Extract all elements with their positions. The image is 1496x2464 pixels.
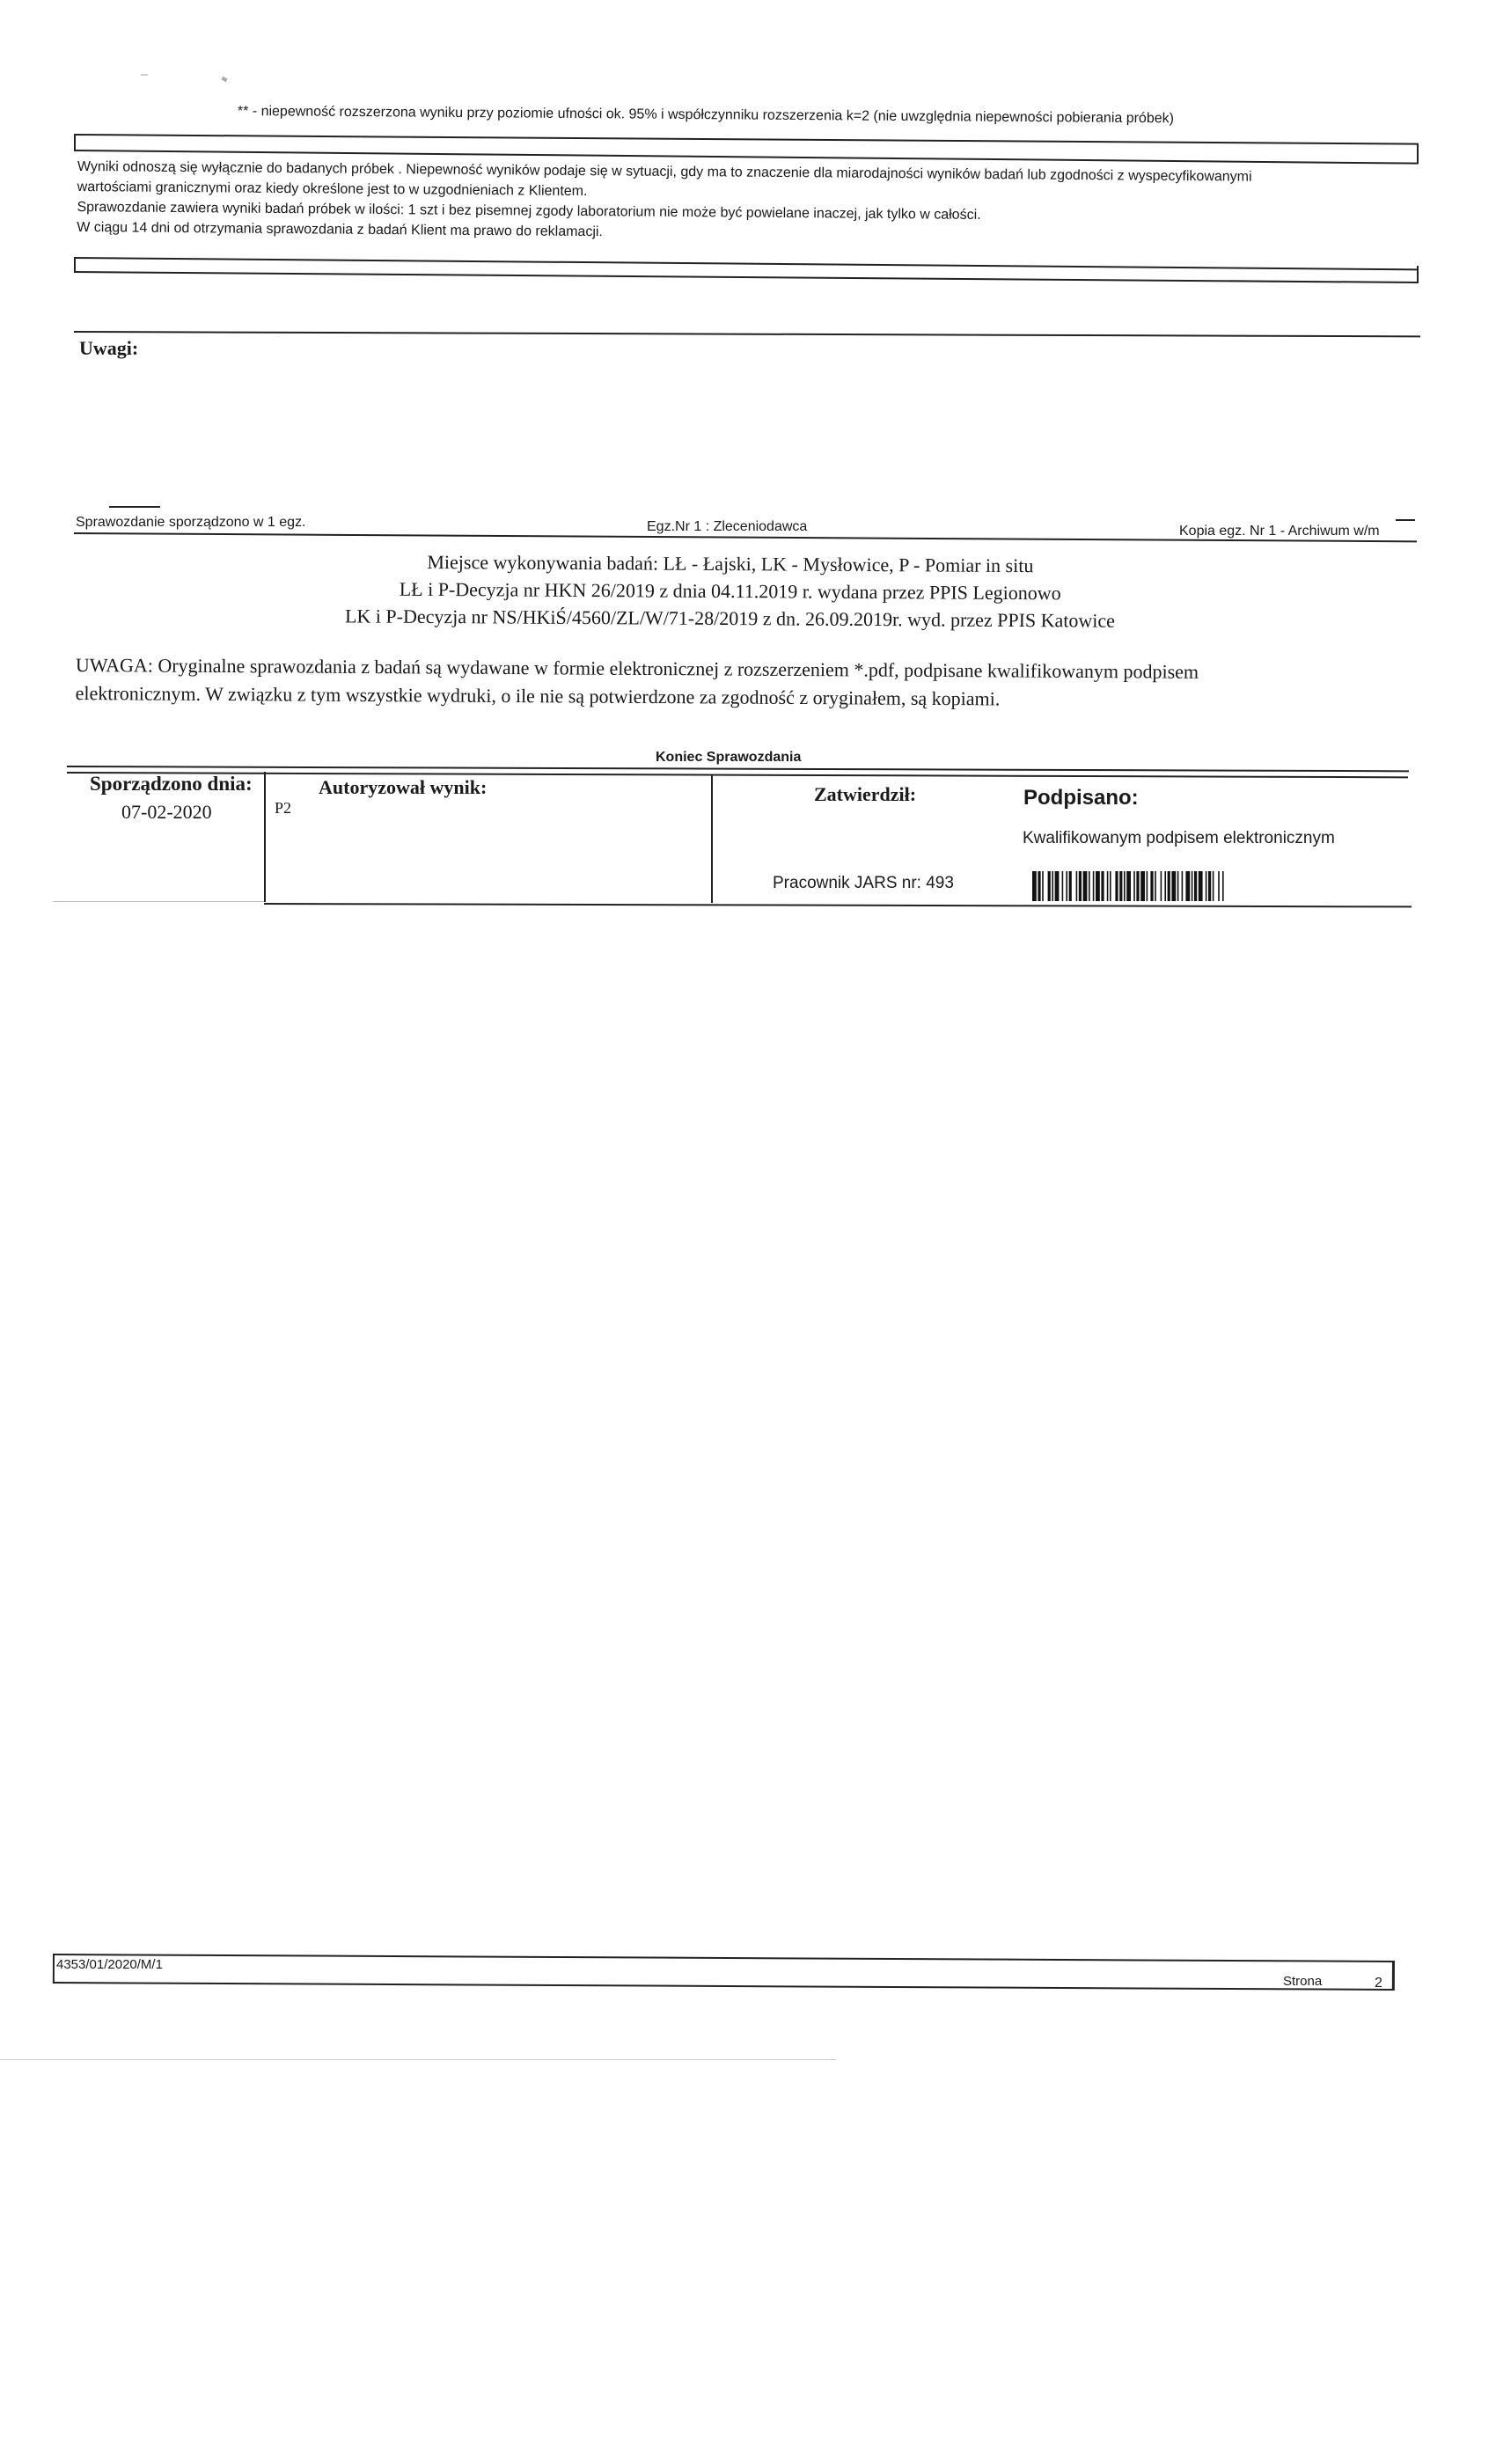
signature-table-divider-1: [264, 772, 266, 902]
info-line: Wyniki odnoszą się wyłącznie do badanych próbek . Niepewność wyników podaje się w sytuacji, gdy ma to znaczenie dla miarodajności wyników badań lub zgodności z wyspecyfikowanymi: [77, 158, 1252, 185]
uwagi-top-rule: [74, 331, 1420, 337]
uwaga-line: UWAGA: Oryginalne sprawozdania z badań są wydawane w formie elektronicznej z rozszerzeniem *.pdf, podpisane kwalifikowanym podpisem: [75, 653, 1199, 683]
approved-label: Zatwierdził:: [814, 783, 917, 805]
short-mark: [1396, 519, 1415, 521]
signed-value: Kwalifikowanym podpisem elektronicznym: [1023, 829, 1335, 847]
info-box-lower-left-border: [74, 257, 76, 271]
location-line: LŁ i P-Decyzja nr HKN 26/2019 z dnia 04.11.2019 r. wydana przez PPIS Legionowo: [399, 577, 1061, 605]
info-box-left-border: [74, 134, 76, 150]
info-line: Sprawozdanie zawiera wyniki badań próbek w ilości: 1 szt i bez pisemnej zgody laboratorium nie może być powielane inaczej, jak tylko w całości.: [77, 199, 981, 223]
copies-count: Sprawozdanie sporządzono w 1 egz.: [76, 515, 306, 530]
page-number: 2: [1375, 1976, 1382, 1991]
info-box-right-border: [1417, 143, 1419, 163]
info-box-lower-bottom-border: [74, 271, 1419, 283]
scan-speck: [141, 74, 148, 76]
info-box-top-border: [74, 134, 1419, 145]
barcode-icon: [1032, 871, 1370, 901]
koniec-rule: [67, 766, 1409, 772]
location-line: Miejsce wykonywania badań: LŁ - Łajski, LK - Mysłowice, P - Pomiar in situ: [427, 550, 1034, 577]
info-box-lower-top-border: [74, 257, 1419, 270]
short-rule: [109, 506, 160, 508]
copy-archive: Kopia egz. Nr 1 - Archiwum w/m: [1179, 524, 1380, 539]
info-box-lower-right-border: [1417, 266, 1419, 282]
signature-table-bottom: [264, 903, 1412, 907]
end-of-report: Koniec Sprawozdania: [656, 750, 802, 765]
uncertainty-footnote: ** - niepewność rozszerzona wyniku przy poziomie ufności ok. 95% i współczynniku rozszerzenia k=2 (nie uwzględnia niepewności pobierania próbek): [237, 104, 1175, 127]
location-line: LK i P-Decyzja nr NS/HKiŚ/4560/ZL/W/71-28/2019 z dn. 26.09.2019r. wyd. przez PPIS Katowice: [344, 605, 1116, 632]
scan-speck: [221, 77, 227, 82]
signed-label: Podpisano:: [1023, 786, 1139, 810]
info-line: W ciągu 14 dni od otrzymania sprawozdania z badań Klient ma prawo do reklamacji.: [77, 219, 603, 240]
info-block: [77, 157, 1433, 249]
test-location-block: [290, 547, 1170, 634]
page-label: Strona: [1283, 1974, 1323, 1989]
info-line: wartościami granicznymi oraz kiedy określone jest to w uzgodnieniach z Klientem.: [77, 179, 588, 200]
authorized-label: Autoryzował wynik:: [319, 776, 488, 798]
employee-id: Pracownik JARS nr: 493: [773, 874, 954, 892]
signature-table-top: [67, 772, 1408, 778]
uwaga-notice: [76, 651, 1448, 716]
uwaga-line: elektronicznym. W związku z tym wszystkie wydruki, o ile nie są potwierdzone za zgodność z oryginałem, są kopiami.: [75, 681, 1001, 710]
prepared-date-label: Sporządzono dnia:: [90, 773, 253, 795]
prepared-date-value: 07-02-2020: [121, 801, 212, 823]
signature-table-divider-2: [711, 774, 713, 903]
scan-edge-line: [0, 2059, 836, 2060]
authorized-value: P2: [275, 799, 292, 817]
footer-box: [53, 1954, 1395, 1991]
uwagi-label: Uwagi:: [79, 337, 139, 359]
copy-recipient: Egz.Nr 1 : Zleceniodawca: [647, 519, 808, 534]
report-number: 4353/01/2020/M/1: [56, 1957, 163, 1972]
scan-edge-line: [53, 901, 264, 902]
